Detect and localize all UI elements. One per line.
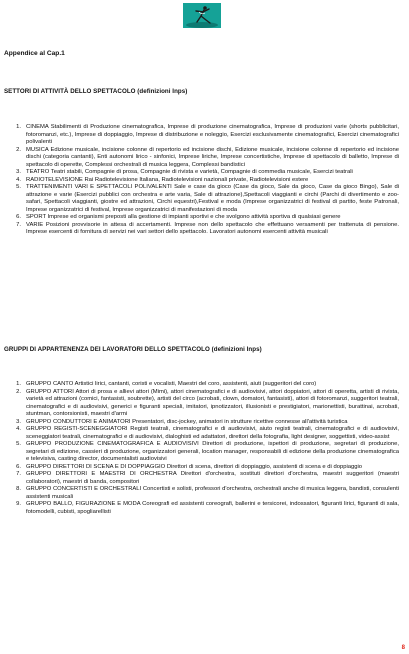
dancer-figure-icon (183, 3, 221, 28)
item-number: 6. (16, 214, 21, 220)
item-text: RADIOTELEVISIONE Rai Radiotelevisione Italiana, Radiotelevisioni nazionali private, Radiotelevisioni estere (26, 176, 309, 183)
item-number: 8. (16, 486, 21, 492)
item-number: 5. (16, 184, 21, 190)
item-number: 2. (16, 388, 21, 395)
item-number: 7. (16, 221, 21, 228)
item-text: VARIE Posizioni provvisorie in attesa di accertamenti. Imprese non dello spettacolo che effettuano versamenti per trattenuta di pensione. Imprese esercenti di fornitura di servizi nei vari settori dello spettacolo. Lavoratori autonomi esercenti attività musicali (26, 221, 399, 235)
item-text: SPORT Imprese ed organismi preposti alla gestione di impianti sportivi e che svolgono attività sportiva di qualsiasi genere (26, 214, 341, 220)
appendix-title: Appendice al Cap.1 (4, 50, 65, 57)
item-text: GRUPPO BALLO, FIGURAZIONE E MODA Coreografi ed assistenti coreografi, ballerini e tersicorei, indossatori, figuranti lirici, figuranti di sala, fotomodelli, cubisti, spogliarellisti (26, 501, 399, 515)
list-item (4, 471, 399, 486)
list-item (4, 169, 399, 177)
item-number: 9. (16, 501, 21, 507)
settori-list (4, 124, 399, 237)
list-item (4, 389, 399, 419)
section-title-gruppi: GRUPPI DI APPARTENENZA DEI LAVORATORI DELLO SPETTACOLO (definizioni Inps) (4, 346, 262, 353)
item-number: 6. (16, 463, 21, 470)
list-item (4, 177, 399, 185)
item-text: GRUPPO CONDUTTORI E ANIMATORI Presentatori, disc-jockey, animatori in strutture ricettive connesse all'attività turistica (26, 418, 348, 425)
item-number: 4. (16, 176, 21, 183)
item-text: GRUPPO CONCERTISTI E ORCHESTRALI Concertisti e solisti, professori d'orchestra, orchestrali anche di musica leggera, bandisti, consulenti assistenti musicali (26, 486, 399, 500)
item-number: 3. (16, 169, 21, 175)
list-item (4, 124, 399, 147)
item-number: 2. (16, 146, 21, 153)
item-text: MUSICA Edizione musicale, incisione colonne di repertorio ed incisione dischi, Edizione musicale, incisione colonne di repertorio ed incisione dischi (categoria cantanti), Enti autonomi lirico - sinfonici, Imprese liriche, Imprese concertistiche, Imprese di spettacolo di balletto, Imprese di spettacolo di operette, Complessi orchestrali di musica leggera, Complessi bandistici (26, 146, 399, 168)
list-item (4, 147, 399, 170)
item-text: GRUPPO ATTORI Attori di prosa e allievi attori (Mimi), attori cinematografici e di audiovisivi, attori doppiatori, attori di operetta, artisti di rivista, varietà ed attrazioni (comici, fantasisti, soubrette), artisti del circo (acrobati, clown, domatori, fantasisti), attori di fotoromanzi, suggeritori teatrali, cinematografici e di audiovisivi, generici e figuranti speciali, imitatori, ipnotizzatori, illusionisti e prestigiatori, marionettisti, burattinai, acrobati, stuntman, contorsionisti, maestri d'armi (26, 388, 399, 417)
item-number: 7. (16, 471, 21, 477)
item-number: 5. (16, 441, 21, 447)
list-item (4, 222, 399, 237)
item-text: TEATRO Teatri stabili, Compagnie di prosa, Compagnie di rivista e varietà, Compagnie di commedia musicale, Esercizi teatrali (26, 169, 353, 175)
list-item (4, 381, 399, 389)
section-title-settori: SETTORI DI ATTIVITÀ DELLO SPETTACOLO (definizioni Inps) (4, 88, 188, 95)
list-item (4, 214, 399, 222)
list-item (4, 486, 399, 501)
item-text: GRUPPO DIRETTORI E MAESTRI DI ORCHESTRA Direttori d'orchestra, sostituti direttori d'orchestra, maestri suggeritori (maestri collaboratori), maestri di banda, compositori (26, 471, 399, 485)
list-item (4, 426, 399, 441)
item-text: TRATTENIMENTI VARI E SPETTACOLI POLIVALENTI Sale e case da gioco (Case da gioco, Sale da gioco, Case da gioco Bingo), Sale di attrazione e varie (Esercizi pubblici con orchestra e arte varia, Sale di attrazione),Spettacoli viaggianti e circhi (Parchi di divertimento e zoo-safari, Spettacoli viaggianti, giostre ed attrazioni, Circhi equestri),Festival e moda (Imprese organizzatrici di festival di partito, feste Patronali, Imprese organizzatrici di festival, Imprese organizzatrici di manifestazioni di moda (26, 184, 399, 213)
item-text: GRUPPO CANTO Artistici lirici, cantanti, coristi e vocalisti, Maestri del coro, assistenti, aiuti (suggeritori del coro) (26, 381, 317, 387)
header-logo (183, 3, 221, 28)
item-text: CINEMA Stabilimenti di Produzione cinematografica, Imprese di produzione cinematografica, Imprese di produzioni varie (shorts pubblicitari, fotoromanzi, etc.), Imprese di doppiaggio, Imprese di distribuzione e noleggio, Esercizi esclusivamente cinematografici, Esercizi cinematografici polivalenti (26, 124, 399, 145)
list-item (4, 419, 399, 427)
item-number: 4. (16, 426, 21, 432)
item-number: 1. (16, 124, 21, 130)
item-text: GRUPPO REGISTI-SCENEGGIATORI Registi teatrali, cinematografici e di audiovisivi, aiuto registi teatrali, cinematografici e di audiovisivi, sceneggiatori teatrali, cinematografici e di audiovisivi, dialoghisti ed adattatori, direttori della fotografia, light designer, soggettisti, video-assist (26, 426, 399, 440)
gruppi-list (4, 381, 399, 516)
list-item (4, 441, 399, 464)
list-item (4, 184, 399, 214)
item-number: 3. (16, 418, 21, 425)
item-text: GRUPPO PRODUZIONE CINEMATOGRAFICA E AUDIOVISIVI Direttori di produzione, ispettori di produzione, segretari di produzione, segretari di edizione, cassieri di produzione, organizzatori generali, location manager, responsabili di edizione della produzione cinematografica e televisiva, casting director, documentalisti audiovisivi (26, 441, 399, 462)
item-text: GRUPPO DIRETTORI DI SCENA E DI DOPPIAGGIO Direttori di scena, direttori di doppiaggio, assistenti di scena e di doppiaggio (26, 463, 363, 470)
list-item (4, 464, 399, 472)
item-number: 1. (16, 381, 21, 387)
list-item (4, 501, 399, 516)
page-number: 8 (401, 645, 405, 651)
